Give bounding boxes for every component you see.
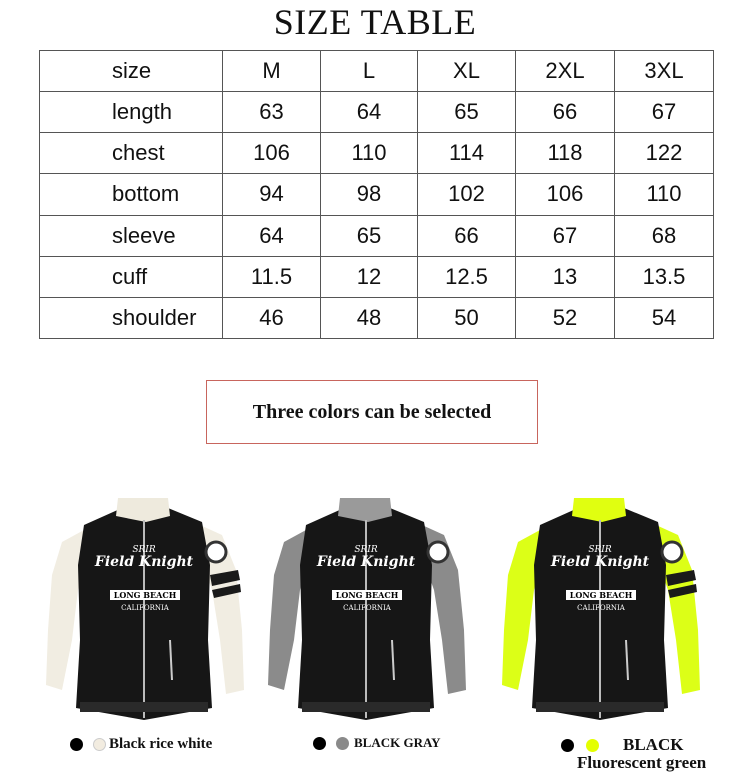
color-option-label: BLACK bbox=[623, 735, 684, 754]
jacket-print-state: CALIFORNIA bbox=[121, 604, 169, 612]
jacket-print-small: SRIR bbox=[132, 545, 156, 555]
table-cell: 67 bbox=[615, 92, 714, 133]
swatch-gray-dot bbox=[336, 737, 349, 750]
jacket-print-city: LONG BEACH bbox=[335, 590, 399, 600]
table-cell: 98 bbox=[321, 174, 418, 215]
header-cell: 2XL bbox=[516, 51, 615, 92]
table-cell: 12.5 bbox=[418, 256, 516, 297]
header-cell: L bbox=[321, 51, 418, 92]
table-cell: 65 bbox=[418, 92, 516, 133]
table-cell: 13 bbox=[516, 256, 615, 297]
jacket-image-black-gray bbox=[262, 480, 472, 730]
color-option-label-line2: Fluorescent green bbox=[577, 753, 707, 772]
row-label: sleeve bbox=[40, 215, 223, 256]
jacket-print-script: Field Knight bbox=[550, 554, 650, 570]
table-header-row bbox=[40, 51, 714, 92]
table-row bbox=[40, 297, 714, 338]
page-title: SIZE TABLE bbox=[273, 2, 477, 42]
swatch-black-dot bbox=[561, 739, 574, 752]
row-label: shoulder bbox=[40, 297, 223, 338]
header-cell: size bbox=[40, 51, 223, 92]
table-cell: 65 bbox=[321, 215, 418, 256]
jacket-print-small: SRIR bbox=[588, 545, 612, 555]
table-cell: 46 bbox=[223, 297, 321, 338]
color-option-1 bbox=[70, 736, 212, 753]
color-option-label: BLACK GRAY bbox=[354, 735, 441, 750]
table-cell: 110 bbox=[615, 174, 714, 215]
table-cell: 68 bbox=[615, 215, 714, 256]
jacket-print-state: CALIFORNIA bbox=[577, 604, 625, 612]
header-cell: 3XL bbox=[615, 51, 714, 92]
table-row bbox=[40, 92, 714, 133]
swatch-rice-white-dot bbox=[93, 738, 106, 751]
jacket-image-black-fluorescent-green bbox=[496, 480, 706, 730]
table-cell: 66 bbox=[418, 215, 516, 256]
table-cell: 114 bbox=[418, 133, 516, 174]
jacket-print-state: CALIFORNIA bbox=[343, 604, 391, 612]
swatch-black-dot bbox=[70, 738, 83, 751]
table-cell: 66 bbox=[516, 92, 615, 133]
table-cell: 122 bbox=[615, 133, 714, 174]
color-option-2 bbox=[313, 735, 441, 751]
size-table bbox=[39, 50, 714, 339]
color-option-3 bbox=[561, 735, 683, 755]
table-cell: 67 bbox=[516, 215, 615, 256]
jacket-image-black-rice-white bbox=[40, 480, 250, 730]
table-cell: 64 bbox=[223, 215, 321, 256]
table-cell: 102 bbox=[418, 174, 516, 215]
table-row bbox=[40, 215, 714, 256]
color-options-note: Three colors can be selected bbox=[206, 380, 538, 444]
jacket-print-city: LONG BEACH bbox=[569, 590, 633, 600]
row-label: chest bbox=[40, 133, 223, 174]
color-option-label: Black rice white bbox=[109, 736, 213, 752]
table-cell: 48 bbox=[321, 297, 418, 338]
table-cell: 50 bbox=[418, 297, 516, 338]
table-cell: 94 bbox=[223, 174, 321, 215]
row-label: cuff bbox=[40, 256, 223, 297]
row-label: bottom bbox=[40, 174, 223, 215]
table-row bbox=[40, 256, 714, 297]
swatch-fluorescent-green-dot bbox=[586, 739, 599, 752]
table-cell: 110 bbox=[321, 133, 418, 174]
table-row bbox=[40, 133, 714, 174]
row-label: length bbox=[40, 92, 223, 133]
table-cell: 106 bbox=[223, 133, 321, 174]
table-cell: 12 bbox=[321, 256, 418, 297]
table-cell: 52 bbox=[516, 297, 615, 338]
table-cell: 11.5 bbox=[223, 256, 321, 297]
jacket-print-city: LONG BEACH bbox=[113, 590, 177, 600]
jacket-print-script: Field Knight bbox=[316, 554, 416, 570]
table-cell: 54 bbox=[615, 297, 714, 338]
jacket-print-script: Field Knight bbox=[94, 554, 194, 570]
header-cell: M bbox=[223, 51, 321, 92]
table-row bbox=[40, 174, 714, 215]
table-cell: 64 bbox=[321, 92, 418, 133]
table-cell: 63 bbox=[223, 92, 321, 133]
table-cell: 13.5 bbox=[615, 256, 714, 297]
table-cell: 106 bbox=[516, 174, 615, 215]
table-cell: 118 bbox=[516, 133, 615, 174]
jacket-print-small: SRIR bbox=[354, 545, 378, 555]
swatch-black-dot bbox=[313, 737, 326, 750]
header-cell: XL bbox=[418, 51, 516, 92]
